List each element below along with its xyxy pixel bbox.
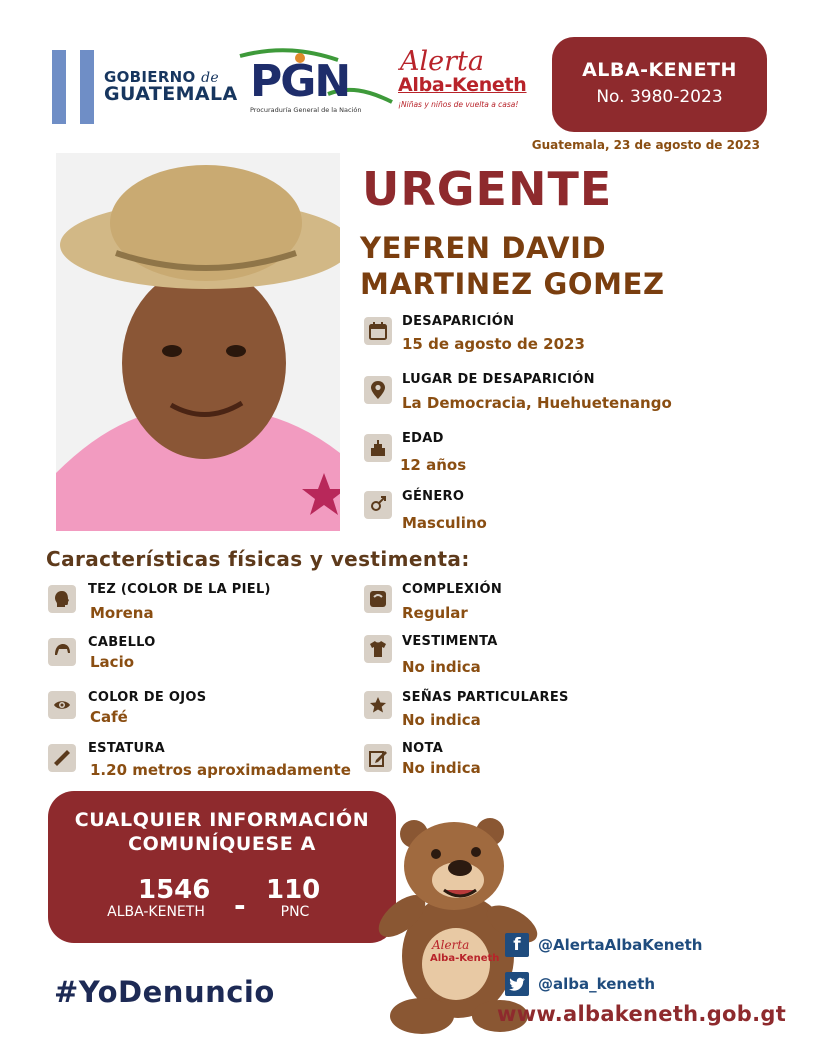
- alerta-logo-line2: Alba-Keneth: [398, 74, 527, 96]
- marks-value: No indica: [402, 711, 481, 729]
- scale-icon: [364, 585, 392, 613]
- build-label: COMPLEXIÓN: [402, 582, 503, 597]
- disappearance-value: 15 de agosto de 2023: [402, 335, 585, 353]
- gender-value: Masculino: [402, 514, 487, 532]
- phone-separator: -: [234, 889, 246, 922]
- star-icon: [364, 691, 392, 719]
- calendar-icon: [364, 317, 392, 345]
- missing-person-name: [360, 230, 665, 302]
- bear-badge-line2: Alba-Keneth: [430, 953, 500, 964]
- hair-icon: [48, 638, 76, 666]
- note-label: NOTA: [402, 741, 444, 756]
- case-number: No. 3980-2023: [596, 87, 723, 107]
- phone-alba-keneth[interactable]: 1546: [138, 875, 211, 905]
- eye-icon: [48, 691, 76, 719]
- pgn-logo-subtitle: Procuraduría General de la Nación: [250, 106, 362, 114]
- guatemala-government-logo-bars: [52, 50, 96, 124]
- physical-section-title: Características físicas y vestimenta:: [46, 547, 470, 571]
- contact-line1: CUALQUIER INFORMACIÓN: [74, 809, 370, 831]
- clothing-value: No indica: [402, 658, 481, 676]
- twitter-handle[interactable]: @alba_keneth: [538, 975, 656, 993]
- height-value: 1.20 metros aproximadamente: [90, 761, 351, 779]
- bear-badge-line1: Alerta: [432, 938, 470, 952]
- twitter-icon[interactable]: [505, 972, 529, 996]
- note-value: No indica: [402, 759, 481, 777]
- location-pin-icon: [364, 376, 392, 404]
- height-label: ESTATURA: [88, 741, 166, 756]
- alerta-logo-line1: Alerta: [400, 46, 484, 77]
- case-title: ALBA-KENETH: [582, 59, 737, 81]
- contact-line2: COMUNÍQUESE A: [128, 833, 316, 855]
- hashtag: #YoDenuncio: [54, 975, 275, 1009]
- contact-box: [48, 791, 396, 943]
- shirt-icon: [364, 635, 392, 663]
- eyes-value: Café: [90, 708, 128, 726]
- disappearance-label: DESAPARICIÓN: [402, 314, 515, 329]
- hair-value: Lacio: [90, 653, 135, 671]
- guatemala-government-logo-text: [104, 70, 238, 104]
- build-value: Regular: [402, 604, 468, 622]
- phone-alba-keneth-label: ALBA-KENETH: [107, 904, 205, 920]
- skin-label: TEZ (COLOR DE LA PIEL): [88, 582, 271, 597]
- gender-label: GÉNERO: [402, 489, 465, 504]
- age-value: 12 años: [400, 456, 467, 474]
- pgn-logo-letters: PGN: [250, 56, 350, 107]
- gender-icon: [364, 491, 392, 519]
- phone-pnc[interactable]: 110: [266, 875, 321, 905]
- skin-value: Morena: [90, 604, 154, 622]
- note-edit-icon: [364, 744, 392, 772]
- phone-pnc-label: PNC: [280, 904, 310, 920]
- age-label: EDAD: [402, 431, 444, 446]
- place-label: LUGAR DE DESAPARICIÓN: [402, 372, 595, 387]
- birthday-cake-icon: [364, 434, 392, 462]
- gov-line2: GUATEMALA: [104, 83, 238, 105]
- clothing-label: VESTIMENTA: [402, 634, 498, 649]
- website-link[interactable]: www.albakeneth.gob.gt: [497, 1002, 787, 1026]
- name-line2: MARTINEZ GOMEZ: [360, 267, 665, 301]
- eyes-label: COLOR DE OJOS: [88, 690, 207, 705]
- missing-child-photo: [56, 153, 340, 531]
- gov-line1-de: de: [201, 70, 219, 86]
- ruler-icon: [48, 744, 76, 772]
- marks-label: SEÑAS PARTICULARES: [402, 690, 569, 705]
- hair-label: CABELLO: [88, 635, 156, 650]
- urgent-heading: URGENTE: [362, 162, 613, 216]
- issue-date: Guatemala, 23 de agosto de 2023: [531, 138, 760, 152]
- gov-line1: GOBIERNO: [104, 68, 196, 86]
- alerta-logo-tagline: ¡Niñas y niños de vuelta a casa!: [398, 100, 519, 109]
- place-value: La Democracia, Huehuetenango: [402, 394, 672, 412]
- case-number-box: [552, 37, 767, 132]
- name-line1: YEFREN DAVID: [360, 231, 607, 265]
- head-profile-icon: [48, 585, 76, 613]
- facebook-handle[interactable]: @AlertaAlbaKeneth: [538, 936, 703, 954]
- facebook-icon[interactable]: f: [505, 933, 529, 957]
